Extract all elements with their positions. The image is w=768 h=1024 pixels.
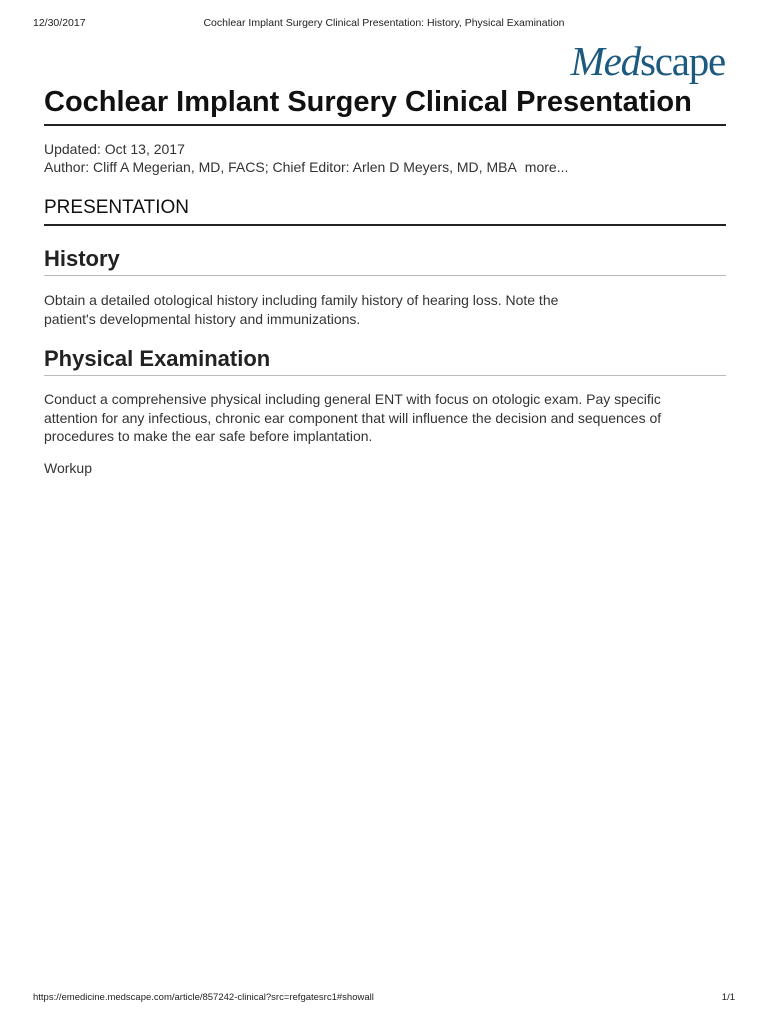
print-url: https://emedicine.medscape.com/article/857242-clinical?src=refgatesrc1#showall [33, 992, 374, 1003]
article-meta [44, 140, 568, 176]
history-text [44, 291, 558, 328]
page-title: Cochlear Implant Surgery Clinical Presentation [44, 86, 692, 118]
print-page-number: 1/1 [721, 992, 735, 1003]
section-label: PRESENTATION [44, 197, 189, 218]
logo-scape: scape [639, 38, 725, 84]
print-doc-title: Cochlear Implant Surgery Clinical Presentation: History, Physical Examination [203, 17, 565, 29]
history-line: Obtain a detailed otological history including family history of hearing loss. Note the [44, 292, 559, 308]
more-authors-link[interactable]: more... [524, 159, 569, 175]
physical-exam-divider [44, 375, 726, 376]
history-divider [44, 275, 726, 276]
physical-exam-line: Conduct a comprehensive physical including general ENT with focus on otologic exam. Pay specific [44, 391, 661, 407]
print-header [33, 17, 735, 31]
physical-exam-text [44, 390, 661, 446]
title-divider [44, 124, 726, 126]
print-footer [33, 992, 735, 1006]
history-line: patient's developmental history and immunizations. [44, 310, 361, 327]
history-heading: History [44, 246, 120, 271]
updated-date: Updated: Oct 13, 2017 [44, 141, 185, 157]
physical-exam-line: procedures to make the ear safe before implantation. [44, 428, 373, 444]
print-date: 12/30/2017 [33, 17, 86, 29]
medscape-logo[interactable] [571, 39, 725, 83]
section-divider [44, 224, 726, 226]
physical-exam-line: attention for any infectious, chronic ear component that will influence the decision and sequences of [44, 409, 662, 426]
author-line [44, 158, 568, 176]
author-text: Author: Cliff A Megerian, MD, FACS; Chief Editor: Arlen D Meyers, MD, MBA [44, 159, 517, 175]
workup-link[interactable]: Workup [44, 460, 92, 476]
physical-exam-heading: Physical Examination [44, 346, 271, 371]
logo-med: Med [570, 38, 640, 84]
